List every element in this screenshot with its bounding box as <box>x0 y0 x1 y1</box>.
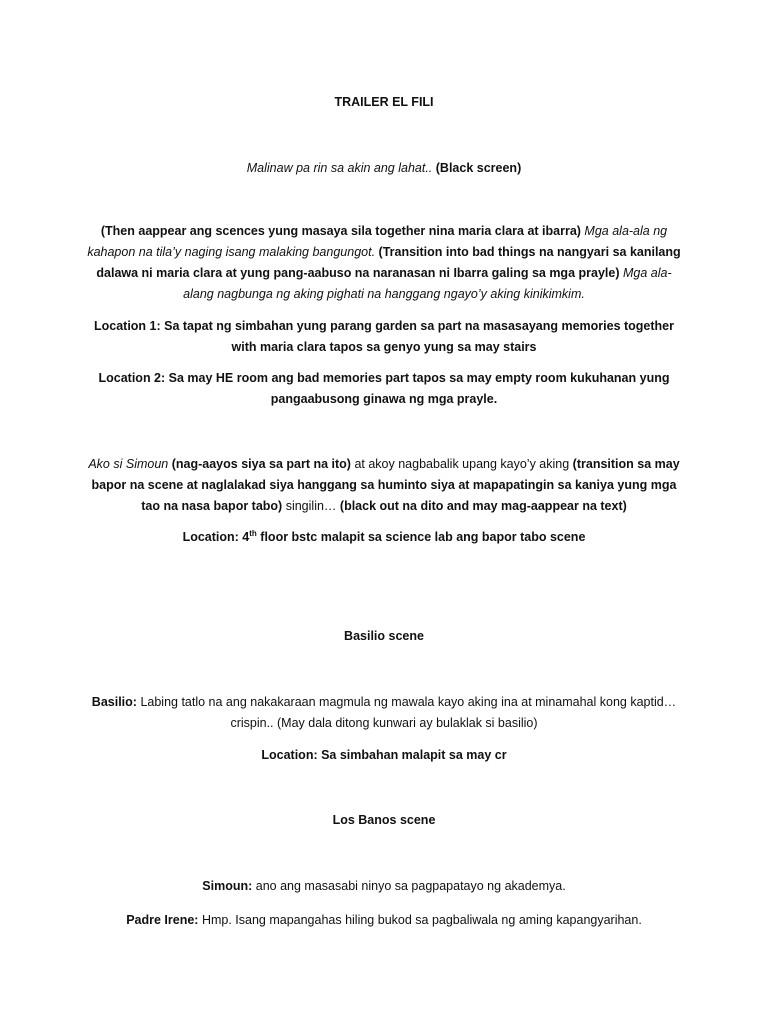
intro-line: Malinaw pa rin sa akin ang lahat.. <box>246 161 433 175</box>
losbanos-heading-text: Los Banos scene <box>332 813 436 827</box>
basilio-dialogue <box>86 692 682 734</box>
location-3 <box>86 527 682 548</box>
memories-direction-2: (Transition into bad things na nangyari sa kanilang dalawa ni maria clara at yung pang-aabuso na naranasan ni Ibarra galing sa mga prayle) <box>96 245 681 280</box>
basilio-heading-text: Basilio scene <box>344 629 424 643</box>
location-2 <box>86 368 682 410</box>
paragraph-intro <box>86 158 682 179</box>
simoun-intro-line-3: singilin… <box>285 499 337 513</box>
location-3-text: Location: 4th floor bstc malapit sa science lab ang bapor tabo scene <box>182 528 586 544</box>
title-text: TRAILER EL FILI <box>334 95 434 109</box>
location-1 <box>86 316 682 358</box>
simoun-speaker: Simoun: <box>202 879 253 893</box>
simoun-intro-direction-3: (black out na dito and may mag-aappear na text) <box>339 499 627 513</box>
location-4 <box>86 745 682 766</box>
location-1-text: Location 1: Sa tapat ng simbahan yung parang garden sa part na masasayang memories together with maria clara tapos sa genyo yung sa may stairs <box>93 319 674 354</box>
simoun-dialogue <box>86 876 682 897</box>
irene-dialogue <box>86 910 682 931</box>
paragraph-simoun-intro <box>86 454 682 517</box>
irene-line: Hmp. Isang mapangahas hiling bukod sa pagbaliwala ng aming kapangyarihan. <box>201 913 642 927</box>
memories-line-2: Mga ala-alang nagbunga ng aking pighati na hanggang ngayo’y aking kinikimkim. <box>183 266 672 301</box>
simoun-line: ano ang masasabi ninyo sa pagpapatayo ng akademya. <box>255 879 566 893</box>
document-title <box>86 92 682 113</box>
simoun-intro-direction-2: (transition sa may bapor na scene at naglalakad siya hanggang sa huminto siya at mapapatingin sa kaniya yung mga tao na nasa bapor tabo) <box>91 457 680 513</box>
simoun-intro-line-1: Ako si Simoun <box>88 457 169 471</box>
basilio-heading <box>86 626 682 647</box>
location-2-text: Location 2: Sa may HE room ang bad memories part tapos sa may empty room kukuhanan yung pangaabusong ginawa ng mga prayle. <box>98 371 670 406</box>
simoun-intro-direction-1: (nag-aayos siya sa part na ito) <box>171 457 351 471</box>
location-4-text: Location: Sa simbahan malapit sa may cr <box>261 748 507 762</box>
intro-direction: (Black screen) <box>435 161 522 175</box>
basilio-speaker: Basilio: <box>91 695 137 709</box>
basilio-line: Labing tatlo na ang nakakaraan magmula ng mawala kayo aking ina at minamahal kong kaptid… crispin.. (May dala ditong kunwari ay bulaklak si basilio) <box>140 695 677 730</box>
paragraph-memories <box>86 221 682 305</box>
irene-speaker: Padre Irene: <box>126 913 199 927</box>
simoun-intro-line-2: at akoy nagbabalik upang kayo’y aking <box>354 457 570 471</box>
memories-direction-1: (Then aappear ang scences yung masaya sila together nina maria clara at ibarra) <box>100 224 581 238</box>
memories-line-1: Mga ala-ala ng kahapon na tila’y naging isang malaking bangungot. <box>87 224 668 259</box>
losbanos-heading <box>86 810 682 831</box>
